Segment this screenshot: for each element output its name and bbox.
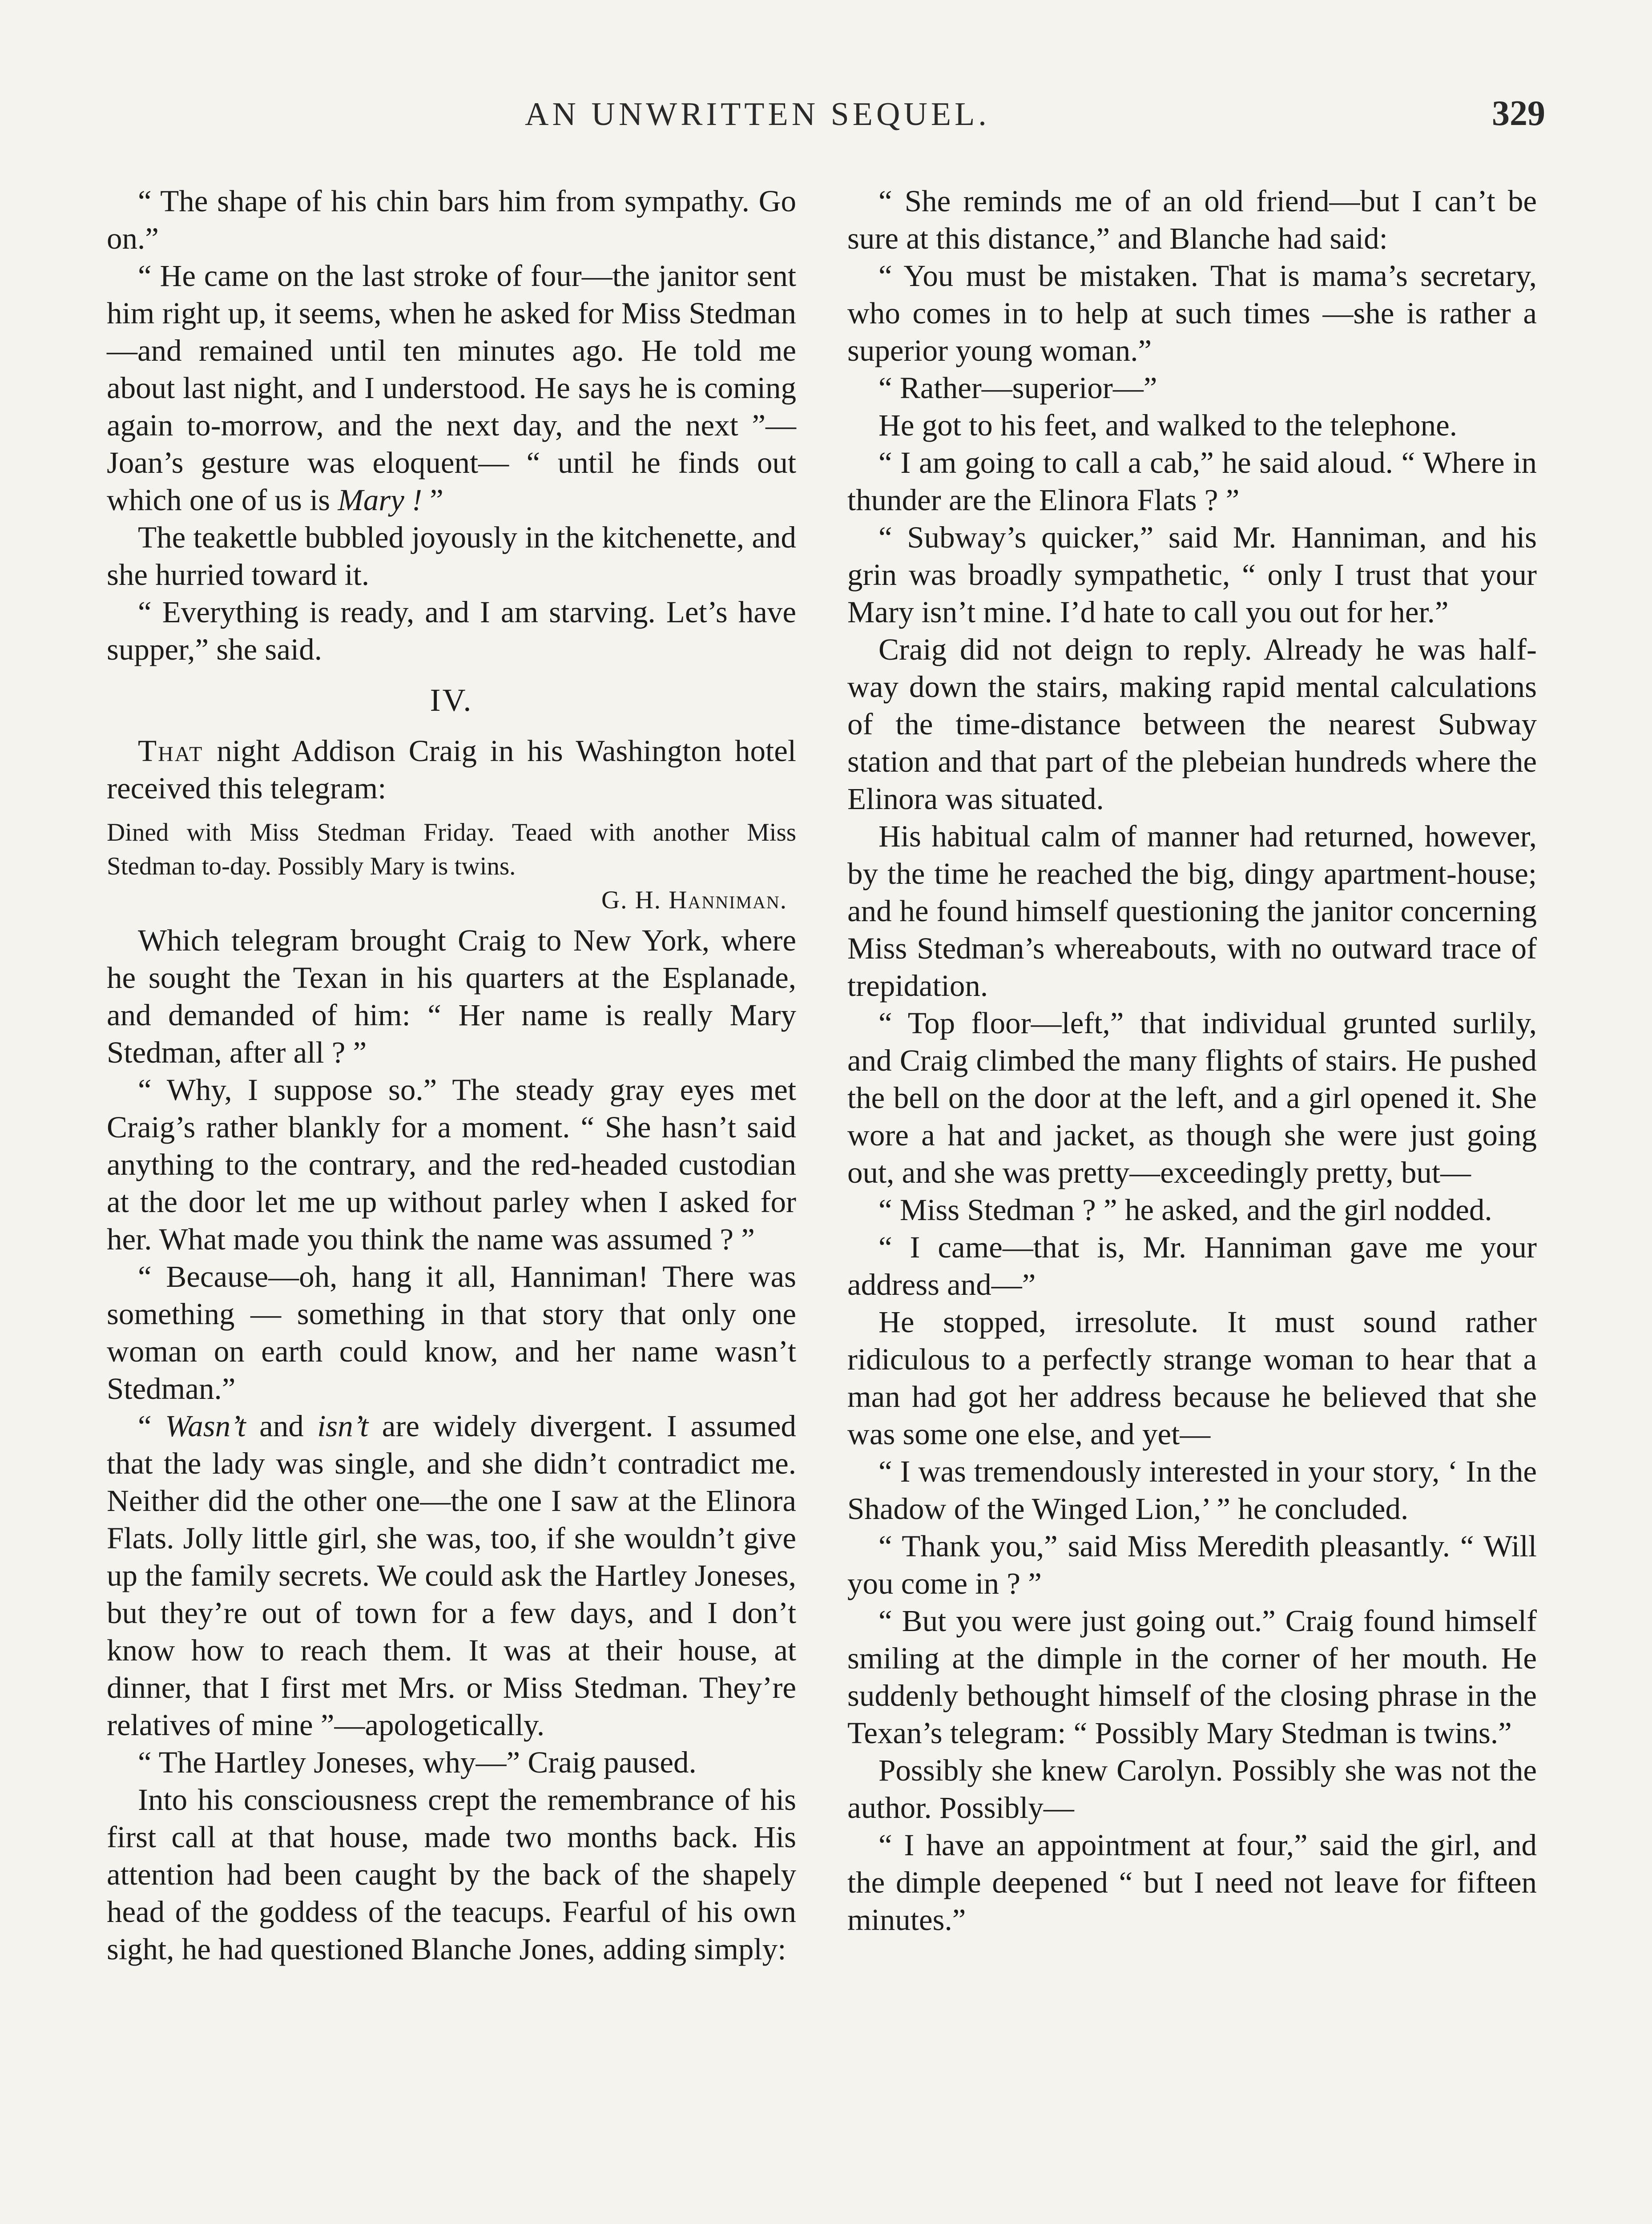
telegram-text: Dined with Miss Stedman Friday. Teaed with another Miss Stedman to-day. Possibly Mary is twins. bbox=[107, 818, 796, 880]
paragraph: “ He came on the last stroke of four—the janitor sent him right up, it seems, when he asked for Miss Stedman—and remained until ten minutes ago. He told me about last night, and I understood. He says he is coming again to-morrow, and the next day, and the next ”—Joan’s gesture was eloquent— “ until he finds out which one of us is Mary ! ” bbox=[107, 259, 796, 517]
right-column bbox=[847, 182, 1537, 1938]
paragraph: “ Everything is ready, and I am starving. Let’s have supper,” she said. bbox=[107, 595, 796, 666]
telegram-signature: G. H. Hanniman. bbox=[601, 886, 787, 914]
paragraph: He stopped, irresolute. It must sound rather ridiculous to a perfectly strange woman to hear that a man had got her address because he believed that she was some one else, and yet— bbox=[847, 1305, 1537, 1451]
paragraph: He got to his feet, and walked to the telephone. bbox=[878, 408, 1458, 442]
paragraph: “ You must be mistaken. That is mama’s secretary, who comes in to help at such times —she is rather a superior young woman.” bbox=[847, 259, 1537, 367]
paragraph: “ Rather—superior—” bbox=[878, 371, 1157, 405]
paragraph: “ I came—that is, Mr. Hanniman gave me your address and—” bbox=[847, 1230, 1537, 1301]
paragraph: “ I have an appointment at four,” said the girl, and the dimple deepened “ but I need not leave for fifteen minutes.” bbox=[847, 1828, 1537, 1937]
paragraph: That night Addison Craig in his Washington hotel received this telegram: bbox=[107, 734, 796, 805]
telegram-block bbox=[107, 816, 796, 917]
paragraph: “ Thank you,” said Miss Meredith pleasantly. “ Will you come in ? ” bbox=[847, 1529, 1537, 1600]
paragraph: The teakettle bubbled joyously in the kitchenette, and she hurried toward it. bbox=[107, 520, 796, 592]
paragraph: “ I am going to call a cab,” he said aloud. “ Where in thunder are the Elinora Flats ? ” bbox=[847, 446, 1537, 517]
paragraph: “ Top floor—left,” that individual grunted surlily, and Craig climbed the many flights of stairs. He pushed the bell on the door at the left, and a girl opened it. She wore a hat and jacket, as though she were just going out, and she was pretty—exceedingly pretty, but— bbox=[847, 1006, 1537, 1189]
paragraph: “ Miss Stedman ? ” he asked, and the girl nodded. bbox=[878, 1193, 1492, 1227]
paragraph: Possibly she knew Carolyn. Possibly she was not the author. Possibly— bbox=[847, 1753, 1537, 1825]
paragraph: Into his consciousness crept the remembrance of his first call at that house, made two months back. His attention had been caught by the back of the shapely head of the goddess of the teacups. Fearful of his own sight, he had questioned Blanche Jones, adding simply: bbox=[107, 1783, 796, 1966]
left-column bbox=[107, 182, 796, 1968]
paragraph: “ Subway’s quicker,” said Mr. Hanniman, and his grin was broadly sympathetic, “ only I trust that your Mary isn’t mine. I’d hate to call you out for her.” bbox=[847, 520, 1537, 629]
paragraph: His habitual calm of manner had returned, however, by the time he reached the big, dingy apartment-house; and he found himself questioning the janitor concerning Miss Stedman’s whereabouts, with no outward trace of trepidation. bbox=[847, 819, 1537, 1003]
paragraph: Which telegram brought Craig to New York, where he sought the Texan in his quarters at the Esplanade, and demanded of him: “ Her name is really Mary Stedman, after all ? ” bbox=[107, 923, 796, 1069]
paragraph: “ Wasn’t and isn’t are widely divergent. I assumed that the lady was single, and she didn’t contradict me. Neither did the other one—the one I saw at the Elinora Flats. Jolly little girl, she was, too, if she wouldn’t give up the family secrets. We could ask the Hartley Joneses, but they’re out of town for a few days, and I don’t know how to reach them. It was at their house, at dinner, that I first met Mrs. or Miss Stedman. They’re relatives of mine ”—apologetically. bbox=[107, 1409, 796, 1742]
running-title: AN UNWRITTEN SEQUEL. bbox=[525, 96, 990, 133]
paragraph: “ The Hartley Joneses, why—” Craig paused. bbox=[138, 1745, 697, 1779]
paragraph: “ I was tremendously interested in your story, ‘ In the Shadow of the Winged Lion,’ ” he concluded. bbox=[847, 1454, 1537, 1526]
paragraph: “ She reminds me of an old friend—but I can’t be sure at this distance,” and Blanche had said: bbox=[847, 184, 1537, 255]
section-heading: IV. bbox=[430, 682, 473, 718]
page-number: 329 bbox=[1492, 94, 1545, 133]
paragraph: Craig did not deign to reply. Already he was half-way down the stairs, making rapid mental calculations of the time-distance between the nearest Subway station and that part of the plebeian hundreds where the Elinora was situated. bbox=[847, 633, 1537, 816]
paragraph: “ The shape of his chin bars him from sympathy. Go on.” bbox=[107, 184, 796, 255]
paragraph: “ Why, I suppose so.” The steady gray eyes met Craig’s rather blankly for a moment. “ She hasn’t said anything to the contrary, and the red-headed custodian at the door let me up without parley when I asked for her. What made you think the name was assumed ? ” bbox=[107, 1073, 796, 1256]
paragraph: “ Because—oh, hang it all, Hanniman! There was something — something in that story that only one woman on earth could know, and her name wasn’t Stedman.” bbox=[107, 1260, 796, 1406]
paragraph: “ But you were just going out.” Craig found himself smiling at the dimple in the corner of her mouth. He suddenly bethought himself of the closing phrase in the Texan’s telegram: “ Possibly Mary Stedman is twins.” bbox=[847, 1604, 1537, 1750]
